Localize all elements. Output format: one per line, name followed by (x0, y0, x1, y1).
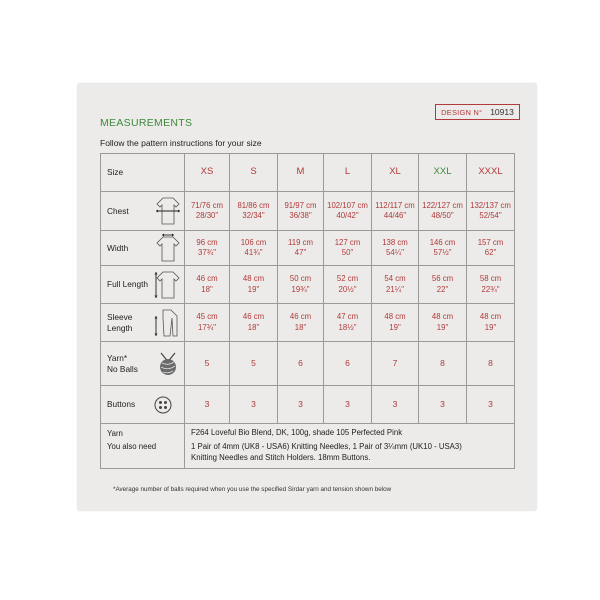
size-xs: XS (185, 154, 230, 192)
length-diagram-icon (153, 269, 181, 301)
table-cell: 132/137 cm 52/54" (467, 192, 515, 231)
buttons-xs: 3 (185, 386, 230, 424)
size-xxl: XXL (419, 154, 467, 192)
table-cell: 45 cm 17¾" (185, 304, 230, 342)
buttons-xxl: 3 (419, 386, 467, 424)
table-cell: 54 cm 21¼" (372, 266, 419, 304)
yarn-balls-xl: 7 (372, 342, 419, 386)
sleeve-length-row (101, 304, 515, 342)
table-cell: 50 cm 19¾" (278, 266, 324, 304)
yarn-ball-icon (155, 351, 181, 377)
size-table (100, 153, 515, 424)
table-cell: 91/97 cm 36/38" (278, 192, 324, 231)
also-need-line-1: 1 Pair of 4mm (UK8 - USA6) Knitting Needles, 1 Pair of 3¼mm (UK10 - USA3) (191, 441, 462, 451)
sleeve-length-label: Sleeve Length (101, 304, 185, 342)
yarn-balls-label: Yarn* No Balls (101, 342, 185, 386)
size-m: M (278, 154, 324, 192)
table-cell: 138 cm 54¼" (372, 231, 419, 266)
yarn-balls-xxxl: 8 (467, 342, 515, 386)
instructions-subheading: Follow the pattern instructions for your size (100, 138, 262, 148)
buttons-l: 3 (324, 386, 372, 424)
sleeve-diagram-icon (153, 307, 181, 339)
table-cell: 102/107 cm 40/42" (324, 192, 372, 231)
design-label: DESIGN N° (441, 107, 483, 117)
yarn-footnote: *Average number of balls required when you use the specified Sirdar yarn and tension shown below (113, 486, 392, 493)
table-cell: 56 cm 22" (419, 266, 467, 304)
buttons-label: Buttons (101, 386, 185, 424)
yarn-balls-xs: 5 (185, 342, 230, 386)
yarn-balls-s: 5 (230, 342, 278, 386)
size-s: S (230, 154, 278, 192)
buttons-m: 3 (278, 386, 324, 424)
yarn-balls-xxl: 8 (419, 342, 467, 386)
chest-label: Chest (101, 192, 185, 231)
table-cell: 52 cm 20½" (324, 266, 372, 304)
table-cell: 46 cm 18" (185, 266, 230, 304)
table-cell: 112/117 cm 44/46" (372, 192, 419, 231)
table-cell: 48 cm 19" (230, 266, 278, 304)
button-icon (152, 394, 174, 416)
table-cell: 81/86 cm 32/34" (230, 192, 278, 231)
requirements-table (100, 423, 515, 469)
also-need-label: You also need (107, 442, 157, 451)
width-diagram-icon (155, 233, 181, 263)
table-cell: 146 cm 57½" (419, 231, 467, 266)
table-cell: 48 cm 19" (419, 304, 467, 342)
table-cell: 96 cm 37¾" (185, 231, 230, 266)
table-cell: 46 cm 18" (230, 304, 278, 342)
table-cell: 48 cm 19" (372, 304, 419, 342)
table-cell: 119 cm 47" (278, 231, 324, 266)
table-cell: 122/127 cm 48/50" (419, 192, 467, 231)
design-number: 10913 (490, 107, 514, 117)
full-length-row (101, 266, 515, 304)
width-row (101, 231, 515, 266)
full-length-label: Full Length (101, 266, 185, 304)
table-cell: 48 cm 19" (467, 304, 515, 342)
buttons-xl: 3 (372, 386, 419, 424)
table-cell: 127 cm 50" (324, 231, 372, 266)
table-cell: 58 cm 22¾" (467, 266, 515, 304)
measurements-heading: MEASUREMENTS (100, 117, 193, 129)
buttons-row (101, 386, 515, 424)
yarn-balls-m: 6 (278, 342, 324, 386)
requirements-labels (101, 424, 185, 469)
size-l: L (324, 154, 372, 192)
design-number-box (435, 104, 520, 120)
table-cell: 47 cm 18½" (324, 304, 372, 342)
yarn-balls-l: 6 (324, 342, 372, 386)
also-need-line-2: Knitting Needles and Stitch Holders. 18mm Buttons. (191, 453, 371, 462)
table-cell: 157 cm 62" (467, 231, 515, 266)
requirements-values (185, 424, 515, 469)
buttons-s: 3 (230, 386, 278, 424)
yarn-balls-row (101, 342, 515, 386)
chest-diagram-icon (155, 196, 181, 226)
size-xl: XL (372, 154, 419, 192)
yarn-value: F264 Loveful Bio Blend, DK, 100g, shade 105 Perfected Pink (191, 428, 403, 437)
buttons-xxxl: 3 (467, 386, 515, 424)
size-xxxl: XXXL (467, 154, 515, 192)
size-label: Size (101, 154, 185, 192)
size-header-row (101, 154, 515, 192)
yarn-label: Yarn (107, 429, 123, 438)
table-cell: 106 cm 41¾" (230, 231, 278, 266)
pattern-sheet (78, 84, 536, 510)
width-label: Width (101, 231, 185, 266)
table-cell: 46 cm 18" (278, 304, 324, 342)
chest-row (101, 192, 515, 231)
table-cell: 71/76 cm 28/30" (185, 192, 230, 231)
